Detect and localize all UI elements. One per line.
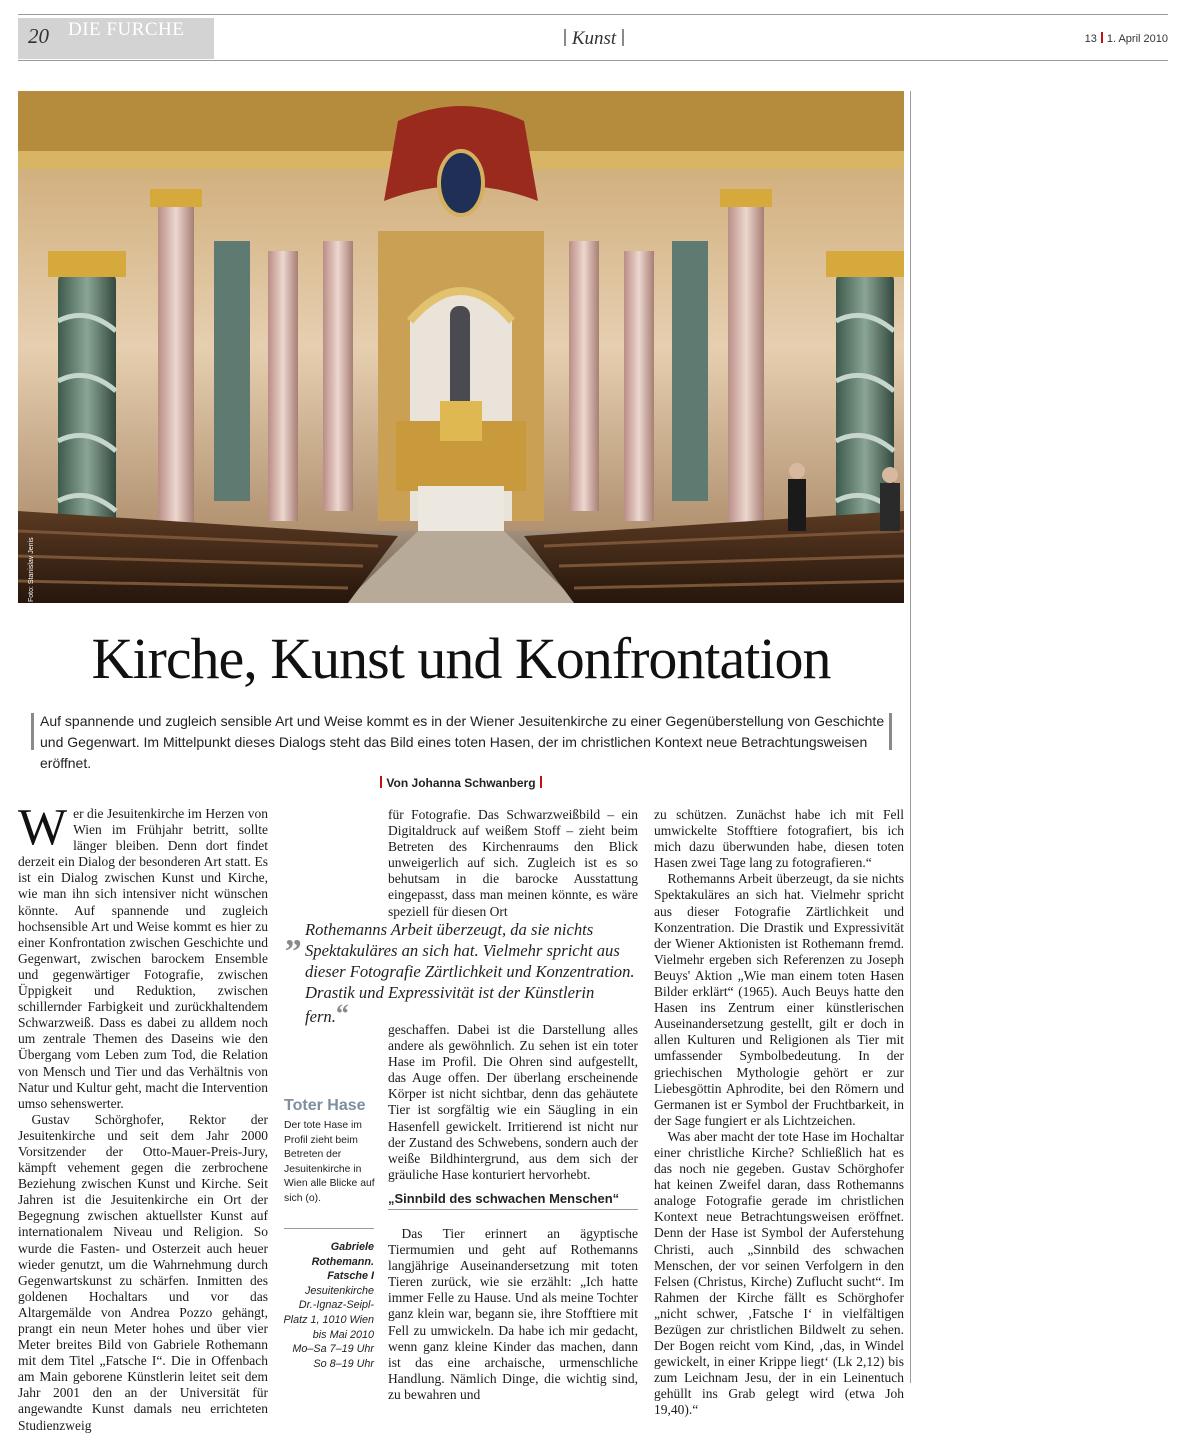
info-box-rule xyxy=(284,1228,374,1229)
exhibition-line: So 8–19 Uhr xyxy=(313,1357,374,1370)
pull-quote-close-mark: “ xyxy=(335,999,349,1028)
byline xyxy=(0,776,922,790)
section-bar-left xyxy=(564,29,566,46)
column-divider-line xyxy=(910,91,911,1383)
exhibition-line: bis Mai 2010 xyxy=(312,1328,374,1341)
paragraph: Was aber macht der tote Hase im Hochaltar einer christliche Kirche? Schließlich hat es das noch nie gegeben. Gustav Schörghofer hat keinen Zweifel daran, dass Rothemanns analoge Fotografie gerade im christlichen Kontext neue Betrachtungsweisen eröffnet. Denn der Hase ist Symbol der Auferstehung Christi, auch „Sinnbild des schwachen Menschen, der vor seinen Verfolgern in den Felsen (Christus, Kirche) Zuflucht sucht“. Im Rahmen der Kirche fällt es Schörghofer „nicht schwer, ‚Fatsche I‘ in vielfältigen Bezügen zur christlichen Bildwelt zu sehen. Der Bogen reicht vom Kind, ‚das, in Windel gewickelt, in einer Krippe liegt‘ (Lk 2,12) bis zum Leichnam Jesu, der in ein Leinentuch gehüllt ins Grab gelegt wird (etwa Joh 19,40).“ xyxy=(654,1128,904,1418)
issue-info xyxy=(1085,32,1168,45)
exhibition-line: Jesuitenkirche xyxy=(304,1284,374,1297)
photo-credit-text: Foto: Stanislav Jenis xyxy=(28,537,35,602)
paragraph: geschaffen. Dabei ist die Darstellung alles andere als gewöhnlich. Zu sehen ist ein toter Hase im Profil. Die Ohren sind aufgestellt, das Auge offen. Der überlang erscheinende Körper ist nicht sichtbar, denn das gehäutete Tier ist sorgfältig wie ein Säugling in ein Hasenfell gewickelt. Irritierend ist nicht nur der Zustand des Schwebens, sondern auch der weiße Bildhintergrund, aus dem sich der gräuliche Hase konturiert hervorhebt. xyxy=(388,1022,638,1182)
byline-bar-left xyxy=(380,776,382,788)
article-column-2-top xyxy=(388,807,638,920)
exhibition-title: Gabriele Rothemann. Fatsche I xyxy=(311,1241,374,1283)
paragraph: Gustav Schörghofer, Rektor der Jesuitenkirche und seit dem Jahr 2000 Vorsitzender der Otto-Mauer-Preis-Jury, kämpft vehement gegen die zerbrochene Beziehung zwischen Kunst und Kirche. Seit Jahren ist die Jesuitenkirche ein Ort der Begegnung zwischen aktuellster Kunst auf internationalem Niveau und Religion. So wurde die Fasten- und Osterzeit auch heuer wieder genutzt, um die Wahrnehmung durch Gegenwartskunst zu schärfen. Inmitten des goldenen Hochaltars und vor das Altargemälde von Andrea Pozzo gehängt, prangt ein neun Meter hohes und über vier Meter breites Bild von Gabriele Rothemann mit dem Titel „Fatsche I“. Die in Offenbach am Main geborene Künstlerin leitet seit dem Jahr 2001 den an der Universität für angewandte Kunst damals neu errichteten Studienzweig xyxy=(18,1111,268,1433)
paragraph: zu schützen. Zunächst habe ich mit Fell umwickelte Stofftiere fotografiert, bis ich mich dazu überwunden habe, diesen toten Hasen zwei Tage lang zu fotografieren.“ xyxy=(654,807,904,871)
article-column-2-bottom xyxy=(388,1226,638,1403)
article-headline: Kirche, Kunst und Konfrontation xyxy=(91,626,831,691)
exhibition-line: Dr.-Ignaz-Seipl- xyxy=(298,1299,374,1312)
section-label xyxy=(0,28,1188,50)
paragraph: Das Tier erinnert an ägyptische Tiermumien und geht auf Rothemanns langjährige Auseinandersetzung mit toten Tieren zurück, wie sie erzählt: „Ich hatte immer Felle zu Hause. Und als meine Tochter ganz klein war, begann sie, ihre Stofftiere mit Fell zu umwickeln. Da habe ich mir gedacht, wenn ganz kleine Kinder das machen, dann ist das eine archaische, urmenschliche Handlung. Nämlich Dinge, die wichtig sind, zu bewahren und xyxy=(388,1226,638,1402)
info-box-title: Toter Hase xyxy=(284,1097,366,1114)
paragraph xyxy=(18,799,268,1112)
pull-quote-text: Rothemanns Arbeit überzeugt, da sie nichts Spektakuläres an sich hat. Vielmehr spricht aus dieser Fotografie Zärtlichkeit und Konzentration. Drastik und Expressivität ist der Künstlerin fern. xyxy=(305,920,635,1026)
article-subhead: „Sinnbild des schwachen Menschen“ xyxy=(388,1191,620,1206)
paragraph-text: er die Jesuitenkirche im Herzen von Wien im Frühjahr betritt, sollte länger bleiben. Denn dort findet derzeit ein Dialog der besonderen Art statt. Es ist ein Dialog zwischen Kunst und Kirche, wie man ihn sich intensiver nicht wünschen könnte. Auf spannende und zugleich hochsensible Art und Weise kommt es hier zu einer Konfrontation zwischen Geschichte und Gegenwart, zwischen barockem Ensemble und gegenwärtiger Fotografie, zwischen Üppigkeit und Reduktion, zwischen schillernder Farbigkeit und zurückhaltendem Schwarzweiß. Dass es dabei zu alldem noch um zentrale Themen des Daseins wie den Übergang vom Leben zum Tod, die Relation von Mensch und Tier und das Verhältnis von Natur und Kultur geht, macht die Intervention umso sehenswerter. xyxy=(18,806,268,1111)
page-number: 20 xyxy=(28,24,49,48)
header-bottom-rule xyxy=(18,60,1168,61)
subhead-rule xyxy=(388,1209,638,1210)
pull-quote-open-mark: „ xyxy=(285,916,302,953)
pull-quote xyxy=(305,919,638,1027)
newspaper-name: DIE FURCHE xyxy=(68,19,185,40)
info-box-text: Der tote Hase im Profil zieht beim Betreten der Jesuitenkirche in Wien alle Blicke auf sich (o). xyxy=(284,1120,375,1204)
paragraph: Rothemanns Arbeit überzeugt, da sie nichts Spektakuläres an sich hat. Vielmehr spricht aus dieser Fotografie Zärtlichkeit und Konzentration. Die Drastik und Expressivität der Wiener Aktionisten ist Rothemann fremd. Vielmehr ergeben sich Referenzen zu Joseph Beuys' Aktion „Wie man einem toten Hasen Bilder erklärt“ (1965). Auch Beuys hatte den Hasen ins Zentrum einer künstlerischen Auseinandersetzung gestellt, gilt er doch in allen Kulturen und Religionen als Tier mit umfassender Symbolbedeutung. In der griechischen Mythologie gehört er zur Liebesgöttin Aphrodite, bei den Römern und Germanen ist er Symbol der Fruchtbarkeit, in der Sage fungiert er als Lichtzeichen. xyxy=(654,871,904,1128)
exhibition-line: Platz 1, 1010 Wien xyxy=(283,1313,374,1326)
article-column-2-middle xyxy=(388,1022,638,1183)
exhibition-info xyxy=(272,1240,374,1371)
issue-number: 13 xyxy=(1084,33,1097,45)
section-name: Kunst xyxy=(571,28,617,49)
lead-bar-right xyxy=(889,713,892,750)
issue-date: 1. April 2010 xyxy=(1106,33,1168,45)
lead-bar-left xyxy=(31,713,34,750)
drop-cap: W xyxy=(18,799,68,856)
photo-credit xyxy=(18,537,35,602)
paragraph: für Fotografie. Das Schwarzweißbild – ein Digitaldruck auf weißem Stoff – zieht beim Betreten des Kirchenraums den Blick unweigerlich auf sich. Zugleich ist es so behutsam in die barocke Ausstattung eingepasst, dass man meinen könnte, es wäre speziell für diesen Ort xyxy=(388,807,638,919)
byline-bar-right xyxy=(540,776,542,788)
article-column-3 xyxy=(654,807,904,1419)
issue-separator xyxy=(1101,32,1103,43)
article-column-1 xyxy=(18,799,268,1434)
byline-text: Von Johanna Schwanberg xyxy=(386,776,536,790)
article-lead: Auf spannende und zugleich sensible Art und Weise kommt es in der Wiener Jesuitenkirche zu einer Gegenüberstellung von Geschichte und Gegenwart. Im Mittelpunkt dieses Dialogs steht das Bild eines toten Hasen, der im christlichen Kontext neue Betrachtungsweisen eröffnet. xyxy=(40,713,885,771)
header-top-rule xyxy=(18,14,1168,15)
exhibition-line: Mo–Sa 7–19 Uhr xyxy=(292,1343,374,1356)
section-bar-right xyxy=(622,29,624,46)
church-interior-photo xyxy=(18,91,904,603)
